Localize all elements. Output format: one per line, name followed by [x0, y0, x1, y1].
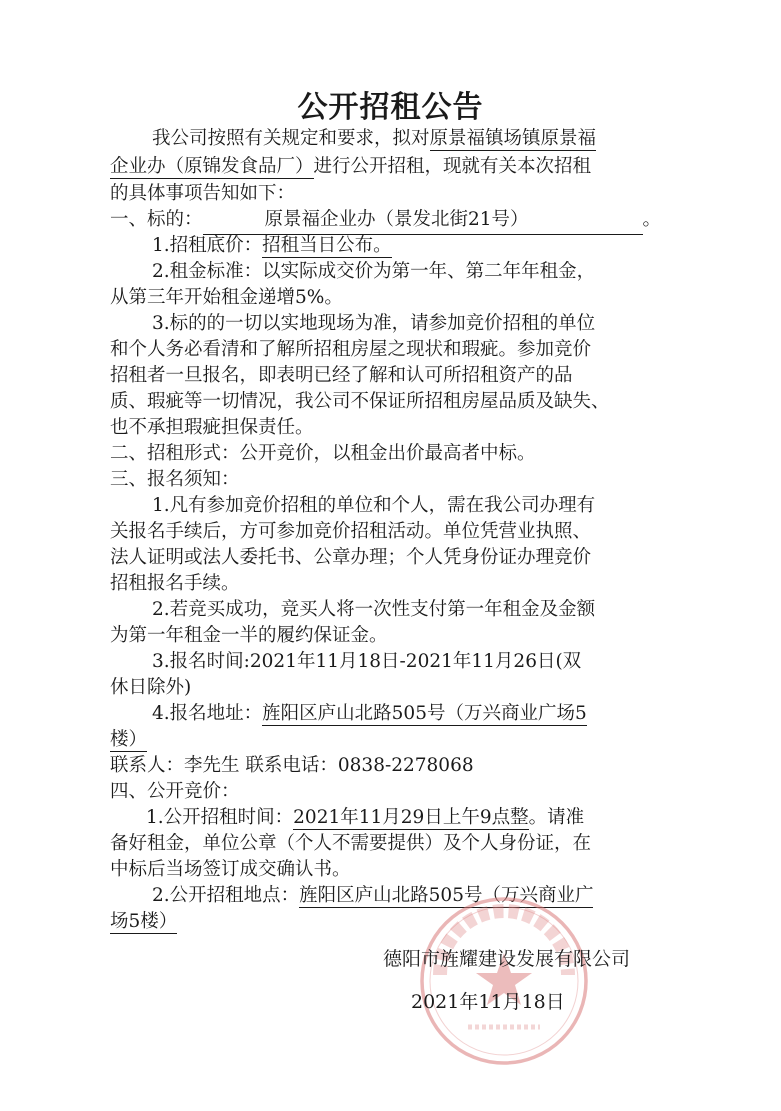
s3-p4-address-cont: 楼）: [110, 729, 148, 750]
intro-target-underlined: 原景福镇场镇原景福: [429, 128, 597, 149]
s1-point-1: [152, 233, 392, 259]
section-1-heading: [110, 207, 661, 235]
s3-point-3-cont: 休日除外): [110, 677, 192, 698]
s4-point-1: [146, 805, 584, 831]
s1-point-3-cont: 质、瑕疵等一切情况，我公司不保证所招租房屋品质及缺失、: [110, 391, 610, 412]
intro-line-2: [110, 154, 591, 180]
page-title: 公开招租公告: [297, 90, 484, 125]
intro-text: 进行公开招租，现就有关本次招租: [313, 156, 592, 177]
signature-company: 德阳市旌耀建设发展有限公司: [383, 948, 631, 970]
s1-point-2: 2.租金标准：以实际成交价为第一年、第二年年租金，: [152, 261, 596, 282]
signature-date: 2021年11月18日: [411, 991, 565, 1013]
official-seal: [418, 895, 590, 1067]
s1-p1-value: 招租当日公布。: [262, 235, 392, 256]
s3-point-1-cont: 法人证明或法人委托书、公章办理；个人凭身份证办理竞价: [110, 547, 592, 568]
s1-point-3-cont: 招租者一旦报名，即表明已经了解和认可所招租资产的品: [110, 365, 573, 386]
s1-point-3-cont: 也不承担瑕疵担保责任。: [110, 417, 314, 438]
contact-line: 联系人：李先生 联系电话：0838-2278068: [110, 755, 474, 776]
section-4-heading: 四、公开竞价：: [110, 781, 240, 802]
s4-point-1-cont: 备好租金，单位公章（个人不需要提供）及个人身份证，在: [110, 833, 592, 854]
target-blank: [203, 207, 643, 235]
s3-point-2-cont: 为第一年租金一半的履约保证金。: [110, 625, 388, 646]
s3-point-1-cont: 招租报名手续。: [110, 573, 240, 594]
s1-point-2-cont: 从第三年开始租金递增5%。: [110, 287, 343, 308]
s3-point-4-cont: [110, 727, 147, 753]
s4-p1-tail: 。请准: [528, 807, 585, 828]
s1-point-3-cont: 和个人务必看清和了解所招租房屋之现状和瑕疵。参加竞价: [110, 339, 592, 360]
s4-p1-label: 1.公开招租时间：: [146, 807, 294, 828]
section-3-heading: 三、报名须知：: [110, 469, 240, 490]
s3-point-4: [152, 701, 587, 727]
s4-p2-place-cont: 场5楼）: [110, 911, 178, 932]
s4-p1-time: 2021年11月29日上午9点整: [293, 807, 529, 828]
intro-line-3: 的具体事项告知如下：: [110, 183, 296, 204]
target-text: 原景福企业办（景发北街21号）: [264, 209, 529, 230]
s3-p4-address: 旌阳区庐山北路505号（万兴商业广场5: [262, 703, 587, 724]
intro-line-1: [152, 126, 596, 152]
intro-text: 我公司按照有关规定和要求，拟对: [152, 128, 430, 149]
s3-point-2: 2.若竞买成功，竞买人将一次性支付第一年租金及金额: [152, 599, 596, 620]
section-2-heading: 二、招租形式：公开竞价，以租金出价最高者中标。: [110, 443, 536, 464]
s4-point-1-cont: 中标后当场签订成交确认书。: [110, 859, 351, 880]
s1-p1-label: 1.招租底价：: [152, 235, 263, 256]
intro-target-underlined: 企业办（原锦发食品厂）: [110, 156, 314, 177]
s3-point-3: 3.报名时间:2021年11月18日-2021年11月26日(双: [152, 651, 582, 672]
section-1-label: 一、标的：: [110, 209, 203, 230]
s4-point-2-cont: [110, 909, 177, 935]
s3-point-1-cont: 关报名手续后，方可参加竞价招租活动。单位凭营业执照、: [110, 521, 592, 542]
s4-p2-place: 旌阳区庐山北路505号（万兴商业广: [299, 885, 594, 906]
s4-p2-label: 2.公开招租地点：: [152, 885, 300, 906]
s3-p4-label: 4.报名地址：: [152, 703, 263, 724]
s3-point-1: 1.凡有参加竞价招租的单位和个人，需在我公司办理有: [152, 495, 596, 516]
s1-point-3: 3.标的的一切以实地现场为准，请参加竞价招租的单位: [152, 313, 596, 334]
target-end: 。: [642, 209, 662, 230]
